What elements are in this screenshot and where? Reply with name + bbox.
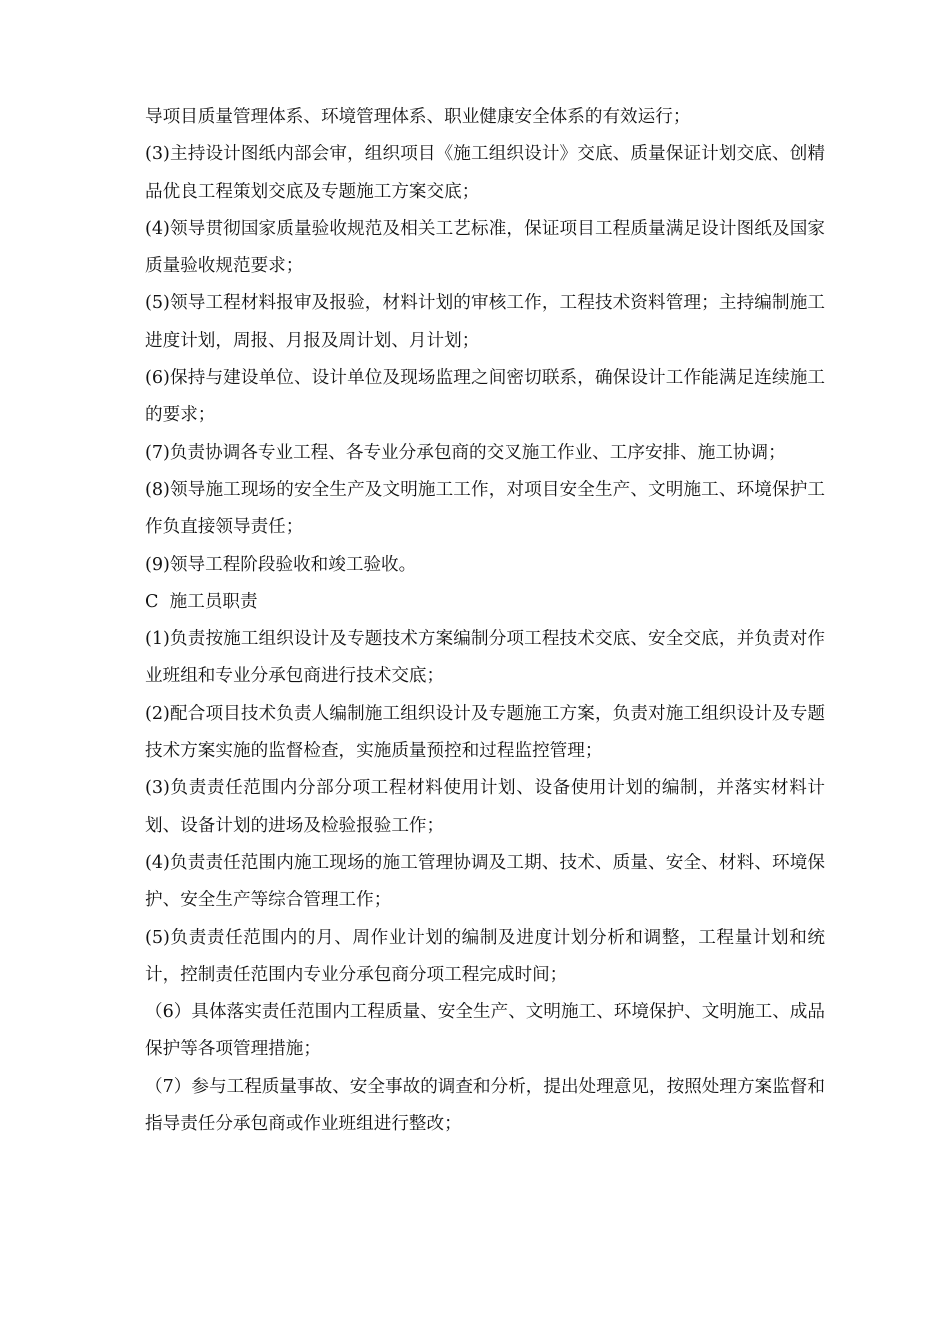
document-page [145,99,825,1143]
paragraph-b-item-5: (5)领导工程材料报审及报验，材料计划的审核工作，工程技术资料管理；主持编制施工进度计划，周报、月报及周计划、月计划； [145,293,825,351]
paragraph-b-continuation: 导项目质量管理体系、环境管理体系、职业健康安全体系的有效运行； [145,107,691,127]
paragraph-c-item-1: (1)负责按施工组织设计及专题技术方案编制分项工程技术交底、安全交底，并负责对作业班组和专业分承包商进行技术交底； [145,629,825,687]
paragraph-b-item-9: (9)领导工程阶段验收和竣工验收。 [145,554,417,575]
paragraph-b-item-3: (3)主持设计图纸内部会审，组织项目《施工组织设计》交底、质量保证计划交底、创精品优良工程策划交底及专题施工方案交底； [145,144,825,202]
section-c-heading: C 施工员职责 [145,591,258,612]
paragraph-c-item-3: (3)负责责任范围内分部分项工程材料使用计划、设备使用计划的编制，并落实材料计划、设备计划的进场及检验报验工作； [145,778,825,836]
paragraph-c-item-7: （7）参与工程质量事故、安全事故的调查和分析，提出处理意见，按照处理方案监督和指导责任分承包商或作业班组进行整改； [145,1076,825,1135]
paragraph-b-item-4: (4)领导贯彻国家质量验收规范及相关工艺标准，保证项目工程质量满足设计图纸及国家质量验收规范要求； [145,218,825,277]
paragraph-b-item-8: (8)领导施工现场的安全生产及文明施工工作，对项目安全生产、文明施工、环境保护工作负直接领导责任； [145,479,825,538]
paragraph-b-item-7: (7)负责协调各专业工程、各专业分承包商的交叉施工作业、工序安排、施工协调； [145,442,786,463]
paragraph-c-item-6: （6）具体落实责任范围内工程质量、安全生产、文明施工、环境保护、文明施工、成品保护等各项管理措施； [145,1002,825,1060]
paragraph-c-item-4: (4)负责责任范围内施工现场的施工管理协调及工期、技术、质量、安全、材料、环境保护、安全生产等综合管理工作； [145,852,825,911]
paragraph-c-item-5: (5)负责责任范围内的月、周作业计划的编制及进度计划分析和调整，工程量计划和统计，控制责任范围内专业分承包商分项工程完成时间； [145,927,825,985]
paragraph-b-item-6: (6)保持与建设单位、设计单位及现场监理之间密切联系，确保设计工作能满足连续施工的要求； [145,368,825,426]
paragraph-c-item-2: (2)配合项目技术负责人编制施工组织设计及专题施工方案，负责对施工组织设计及专题技术方案实施的监督检查，实施质量预控和过程监控管理； [145,703,825,762]
